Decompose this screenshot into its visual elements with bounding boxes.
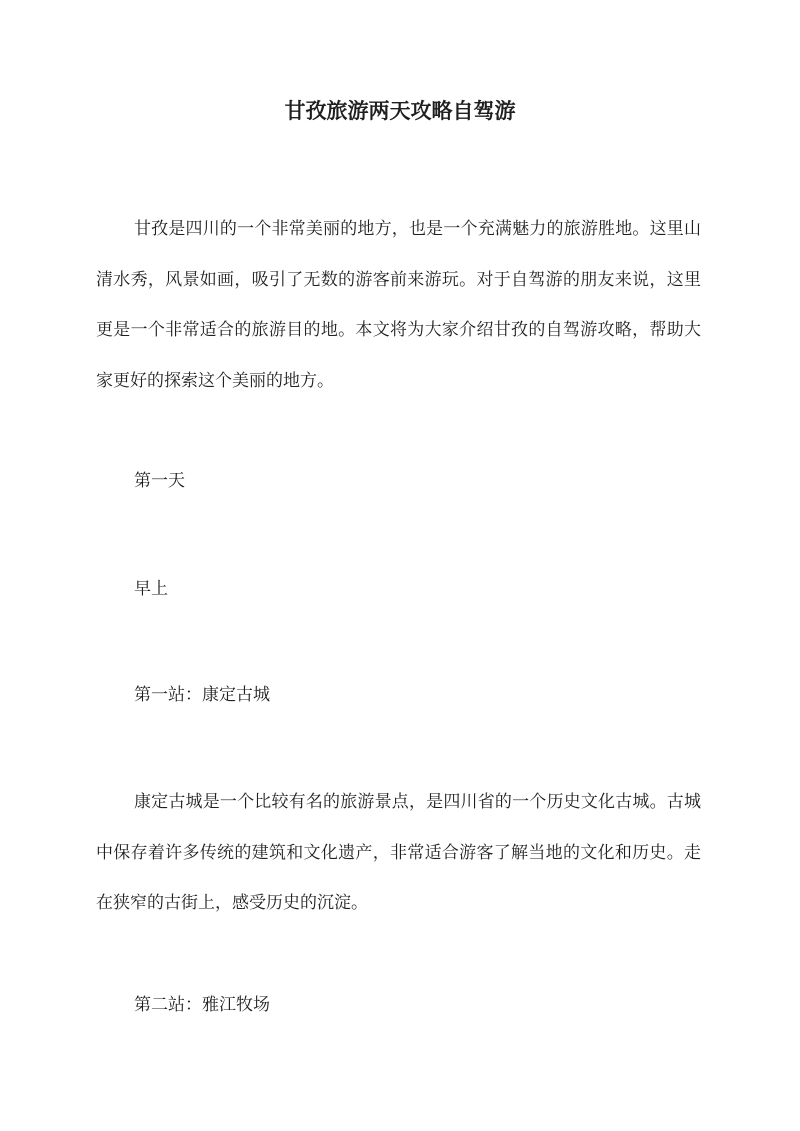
- day-one-heading: 第一天: [134, 471, 185, 491]
- stop-two-heading: 第二站：雅江牧场: [134, 995, 270, 1015]
- stop-one-heading: 第一站：康定古城: [134, 685, 270, 705]
- morning-heading: 早上: [134, 579, 168, 599]
- intro-paragraph: 甘孜是四川的一个非常美丽的地方，也是一个充满魅力的旅游胜地。这里山清水秀，风景如画，吸引了无数的游客前来游玩。对于自驾游的朋友来说，这里更是一个非常适合的旅游目的地。本文将为大家介绍甘孜的自驾游攻略，帮助大家更好的探索这个美丽的地方。: [96, 219, 701, 391]
- document-title: 甘孜旅游两天攻略自驾游: [284, 98, 516, 123]
- stop-one-paragraph: 康定古城是一个比较有名的旅游景点，是四川省的一个历史文化古城。古城中保存着许多传统的建筑和文化遗产，非常适合游客了解当地的文化和历史。走在狭窄的古街上，感受历史的沉淀。: [96, 792, 701, 913]
